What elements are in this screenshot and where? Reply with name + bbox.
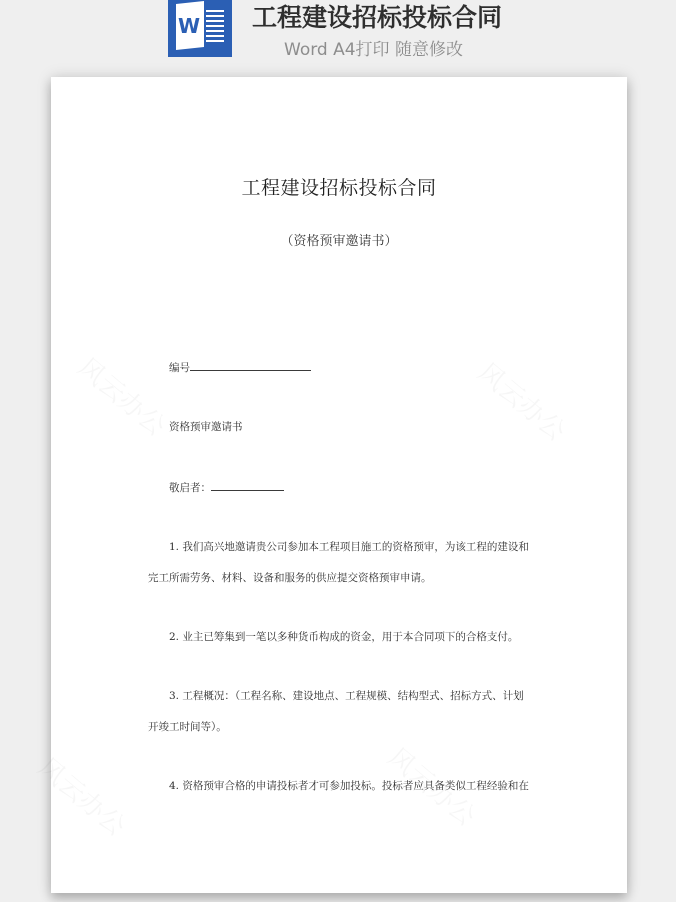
- section-heading: 资格预审邀请书: [169, 421, 243, 433]
- watermark: [71, 348, 174, 443]
- watermark: [31, 748, 134, 843]
- watermark: [471, 353, 574, 448]
- document-page: [51, 77, 627, 893]
- number-label: 编号: [169, 362, 190, 374]
- header-title: 工程建设招标投标合同: [252, 3, 503, 32]
- word-icon-letter: W: [178, 14, 201, 38]
- number-blank[interactable]: [190, 359, 311, 371]
- salutation-blank[interactable]: [211, 479, 284, 491]
- word-icon-lines: [206, 10, 224, 46]
- paragraph-1-line-1: 1. 我们高兴地邀请贵公司参加本工程项目施工的资格预审，为该工程的建设和: [169, 541, 529, 553]
- salutation-label: 敬启者：: [169, 482, 211, 494]
- document-title: 工程建设招标投标合同: [241, 177, 437, 199]
- salutation-field: [169, 479, 284, 495]
- paragraph-1-line-2: 完工所需劳务、材料、设备和服务的供应提交资格预审申请。: [148, 572, 432, 584]
- word-icon: [168, 0, 232, 57]
- paragraph-2-line-1: 2. 业主已筹集到一笔以多种货币构成的资金，用于本合同项下的合格支付。: [169, 631, 519, 643]
- paragraph-4-line-1: 4. 资格预审合格的申请投标者才可参加投标。投标者应具备类似工程经验和在: [169, 780, 529, 792]
- paragraph-3-line-1: 3. 工程概况：（工程名称、建设地点、工程规模、结构型式、招标方式、计划: [169, 690, 524, 702]
- paragraph-3-line-2: 开竣工时间等）。: [148, 721, 227, 733]
- header-subtitle: Word A4打印 随意修改: [284, 40, 463, 60]
- document-subtitle: （资格预审邀请书）: [280, 234, 398, 249]
- header-banner: [0, 0, 676, 62]
- number-field: [169, 359, 311, 375]
